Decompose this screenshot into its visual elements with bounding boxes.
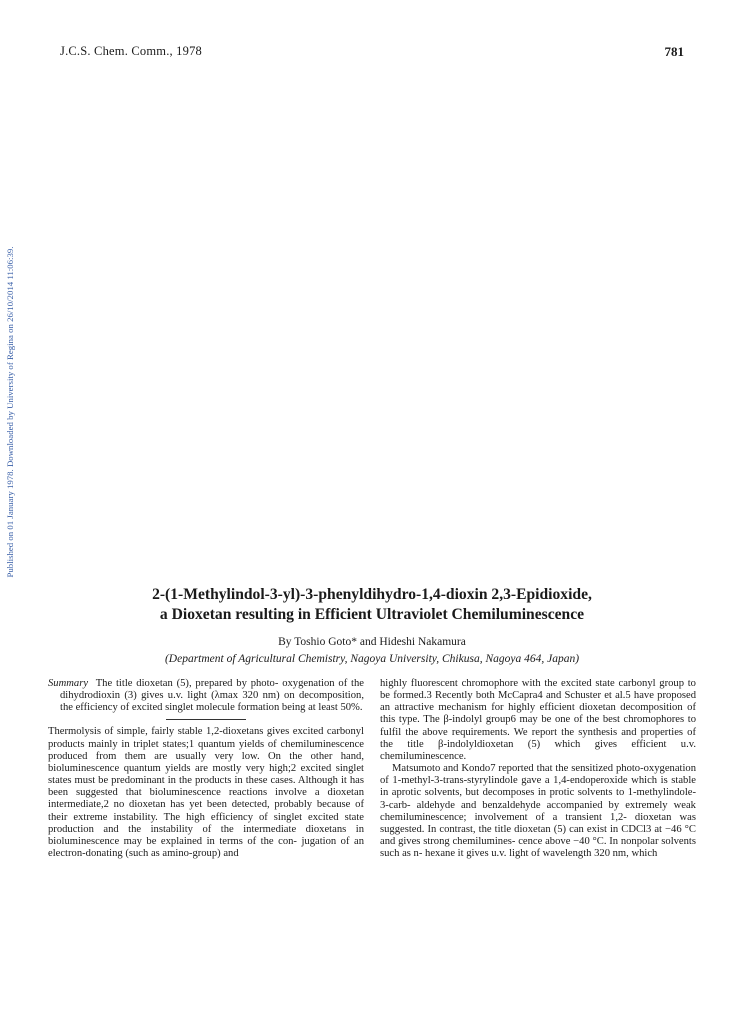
right-column [380,678,696,860]
article-title [60,585,684,625]
title-line: 2-(1-Methylindol-3-yl)-3-phenyldihydro-1,4-dioxin 2,3-Epidioxide, [152,586,592,603]
left-column [48,678,364,860]
author-affiliation: (Department of Agricultural Chemistry, Nagoya University, Chikusa, Nagoya 464, Japan) [164,653,580,665]
journal-running-head: J.C.S. Chem. Comm., 1978 [60,44,202,58]
publication-sidebar-note [3,212,17,612]
page-number: 781 [664,44,684,59]
paragraph: Matsumoto and Kondo7 reported that the sensitized photo-oxygenation of 1-methyl-3-trans-styrylindole gave a 1,4-endoperoxide which is stable in aprotic solvents, but decomposes in protic solvents to 1-methylindole-3-carb- aldehyde and benzaldehyde accompanied by extremely weak chemiluminescence; involvement of a transient 1,2- dioxetan was suggested. In contrast, the title dioxetan (5) can exist in CDCl3 at −46 °C and gives strong chemilumines- cence above −40 °C. In nonpolar solvents such as n- hexane it gives u.v. light of wavelength 320 nm, which [380,763,696,860]
summary-block [48,678,364,714]
paragraph: highly fluorescent chromophore with the excited state carbonyl group to be formed.3 Recently both McCapra4 and Schuster et al.5 have proposed an attractive mechanism for highly efficient dioxetan decomposition of this type. The β-indolyl group6 may be one of the best chromophores to fulfil the above requirements. We report the synthesis and properties of the title β-indolyldioxetan (5) which gives efficient u.v. chemiluminescence. [380,678,696,762]
sidebar-note-text[interactable]: Published on 01 January 1978. Downloaded by University of Regina on 26/10/2014 11:06:39. [5,246,15,578]
title-line: a Dioxetan resulting in Efficient Ultraviolet Chemiluminescence [159,606,585,623]
author-byline: By Toshio Goto* and Hideshi Nakamura [278,636,466,648]
paragraph: Thermolysis of simple, fairly stable 1,2-dioxetans gives excited carbonyl products mainly in triplet states;1 quantum yields of chemiluminescence produced from them are usually very low. On the other hand, bioluminescence quantum yields are mostly very high;2 excited singlet states must be predominant in the products in these cases. Although it has been suggested that bioluminescence reactions involve a dioxetan intermediate,2 no dioxetan has yet been detected, probably because of their extreme instability. The high efficiency of singlet excited state production and the instability of the intermediate dioxetans in bioluminescence may be explained in terms of the con- jugation of an electron-donating (such as amino-group) and [48,726,364,860]
left-body-text [48,726,364,860]
summary-text: Summary The title dioxetan (5), prepared by photo- oxygenation of the dihydrodioxin (3) gives u.v. light (λmax 320 nm) on decomposition, the efficiency of excited singlet molecule formation being at least 50%. [48,678,364,714]
summary-label: Summary [48,678,89,689]
summary-divider [166,719,246,720]
